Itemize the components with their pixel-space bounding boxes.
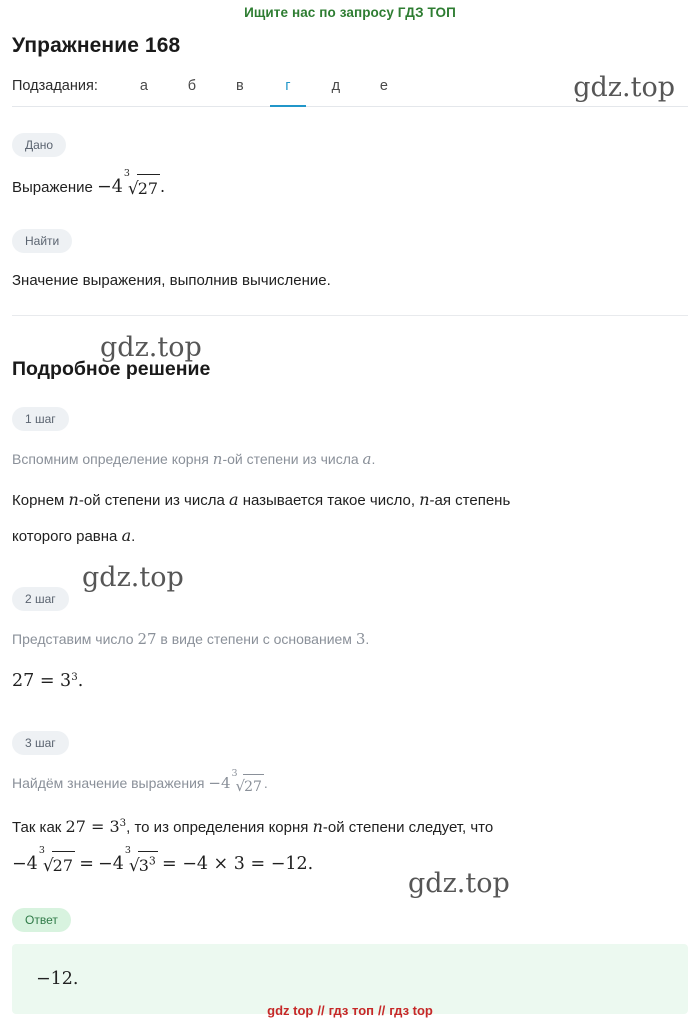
- radical-sign-icon: √: [127, 179, 139, 200]
- step-3-line1-part3: -ой степени следует, что: [322, 818, 494, 836]
- step-1-line1-part3: называется такое число,: [242, 492, 416, 510]
- subtask-tab-g[interactable]: г: [264, 72, 312, 106]
- step-2-pill: 2 шаг: [12, 587, 69, 611]
- solution-step-3: [12, 731, 688, 880]
- given-radical: [123, 168, 160, 203]
- watermark-2: gdz.top: [100, 332, 202, 363]
- step-2-hint-part2: в виде степени с основанием: [160, 631, 352, 648]
- page-title: Упражнение 168: [12, 34, 181, 57]
- step-3-line1-part2: , то из определения корня: [126, 818, 309, 836]
- step-1-line-2: [12, 523, 688, 549]
- step-3-pill: 3 шаг: [12, 731, 69, 755]
- step-3-line1-number: 27 = 3: [65, 816, 120, 836]
- step-1-line1-n: n: [68, 490, 79, 510]
- step-3-line1-n: n: [312, 816, 323, 836]
- answer-section: [12, 908, 688, 1014]
- given-text-prefix: Выражение: [12, 179, 93, 196]
- step-3-eq-coefficient-2: −4: [98, 853, 124, 874]
- step-3-eq-radical-2: [124, 845, 158, 880]
- step-2-hint-part3: .: [365, 631, 370, 648]
- given-coefficient: −4: [97, 177, 123, 197]
- find-pill: Найти: [12, 229, 72, 253]
- step-3-hint-radicand: 27: [243, 774, 264, 798]
- radical-sign-icon: √: [42, 856, 54, 877]
- step-3-eq-radicand-2: [138, 851, 158, 879]
- given-radicand: 27: [137, 174, 160, 202]
- step-1-pill: 1 шаг: [12, 407, 69, 431]
- step-1-hint-part3: .: [371, 451, 376, 468]
- step-3-eq-radicand-1: 27: [52, 851, 75, 879]
- footer-right[interactable]: гдз top: [389, 1003, 433, 1018]
- subtask-tab-v[interactable]: в: [236, 78, 244, 94]
- step-2-hint: [12, 627, 688, 651]
- subtasks-label: Подзадания:: [12, 78, 98, 94]
- step-3-hint-part1: Найдём значение выражения: [12, 775, 205, 792]
- top-banner: Ищите нас по запросу ГДЗ ТОП: [244, 5, 456, 20]
- step-1-line1-part2: -ой степени из числа: [78, 492, 225, 510]
- footer-middle[interactable]: гдз топ: [328, 1003, 374, 1018]
- step-3-eq-radicand-2-exponent: 3: [148, 854, 156, 868]
- step-3-eq-radical-1-index: 3: [38, 845, 45, 857]
- find-text: Значение выражения, выполнив вычисление.: [12, 272, 331, 290]
- step-2-hint-number: 27: [137, 630, 157, 649]
- step-2-equation-main: 27 = 3: [12, 671, 72, 692]
- footer-left[interactable]: gdz top: [267, 1003, 314, 1018]
- step-1-line2-a: a: [121, 526, 132, 546]
- step-3-hint-radical-index: 3: [231, 767, 238, 779]
- step-3-eq-radical-2-index: 3: [124, 845, 131, 857]
- step-1-hint-part1: Вспомним определение корня: [12, 451, 209, 468]
- step-3-eq-radical-1: [38, 845, 75, 880]
- step-3-line1-exponent: 3: [119, 817, 127, 829]
- subtask-tab-a[interactable]: а: [139, 78, 148, 94]
- step-3-hint-radical: [231, 767, 264, 798]
- step-3-line1-part1: Так как: [12, 818, 62, 836]
- footer-separator-1: //: [317, 1003, 325, 1018]
- footer: [0, 1003, 700, 1018]
- step-3-eq-tail: = −4 × 3 = −12.: [161, 853, 314, 874]
- step-3-eq-coefficient-1: −4: [12, 853, 38, 874]
- step-3-eq-equals-1: =: [79, 853, 94, 874]
- find-section: [12, 229, 688, 293]
- step-3-hint-part3: .: [263, 775, 268, 792]
- step-1-hint-part2: -ой степени из числа: [222, 451, 359, 468]
- step-1-line-1: [12, 487, 688, 513]
- step-3-equation: [12, 845, 688, 880]
- subtask-tab-d[interactable]: д: [331, 78, 341, 94]
- given-text: [12, 168, 688, 203]
- footer-separator-2: //: [378, 1003, 386, 1018]
- given-suffix: .: [160, 177, 166, 196]
- radical-sign-icon: √: [235, 776, 246, 795]
- watermark-4: gdz.top: [408, 868, 510, 899]
- radical-sign-icon: √: [128, 856, 140, 877]
- step-2-equation-exponent: 3: [71, 672, 78, 684]
- step-3-line-1: [12, 814, 688, 840]
- solution-step-2: [12, 587, 688, 695]
- given-pill: Дано: [12, 133, 66, 157]
- step-1-line1-a: a: [228, 490, 239, 510]
- step-1-line1-n2: n: [419, 490, 430, 510]
- answer-pill: Ответ: [12, 908, 71, 932]
- step-1-line2-part2: .: [131, 528, 136, 546]
- step-1-hint-var-a: a: [362, 450, 372, 469]
- step-2-hint-part1: Представим число: [12, 631, 134, 648]
- watermark-3: gdz.top: [82, 562, 184, 593]
- step-1-line1-part1: Корнем: [12, 492, 65, 510]
- subtask-tab-b[interactable]: б: [187, 78, 197, 94]
- solution-heading: Подробное решение: [12, 358, 211, 381]
- step-2-equation: [12, 667, 688, 695]
- page-content: [0, 34, 700, 1014]
- solution-step-1: [12, 407, 688, 549]
- step-2-equation-end: .: [77, 671, 84, 692]
- step-3-hint: [12, 767, 688, 797]
- given-section: [12, 133, 688, 203]
- subtask-tab-e[interactable]: е: [379, 78, 388, 94]
- watermark-1: gdz.top: [573, 72, 675, 103]
- step-2-hint-base: 3: [355, 630, 366, 649]
- given-radical-index: 3: [123, 168, 130, 180]
- answer-value: −12.: [36, 969, 79, 990]
- subtasks-tabbar: [12, 72, 688, 107]
- step-1-line1-part4: -ая степень: [429, 492, 511, 510]
- step-3-hint-coefficient: −4: [208, 774, 231, 793]
- step-1-line2-part1: которого равна: [12, 528, 118, 546]
- step-1-hint-var-n: n: [212, 450, 223, 469]
- step-1-hint: [12, 447, 688, 471]
- step-3-eq-radicand-2-base: 3: [138, 856, 149, 876]
